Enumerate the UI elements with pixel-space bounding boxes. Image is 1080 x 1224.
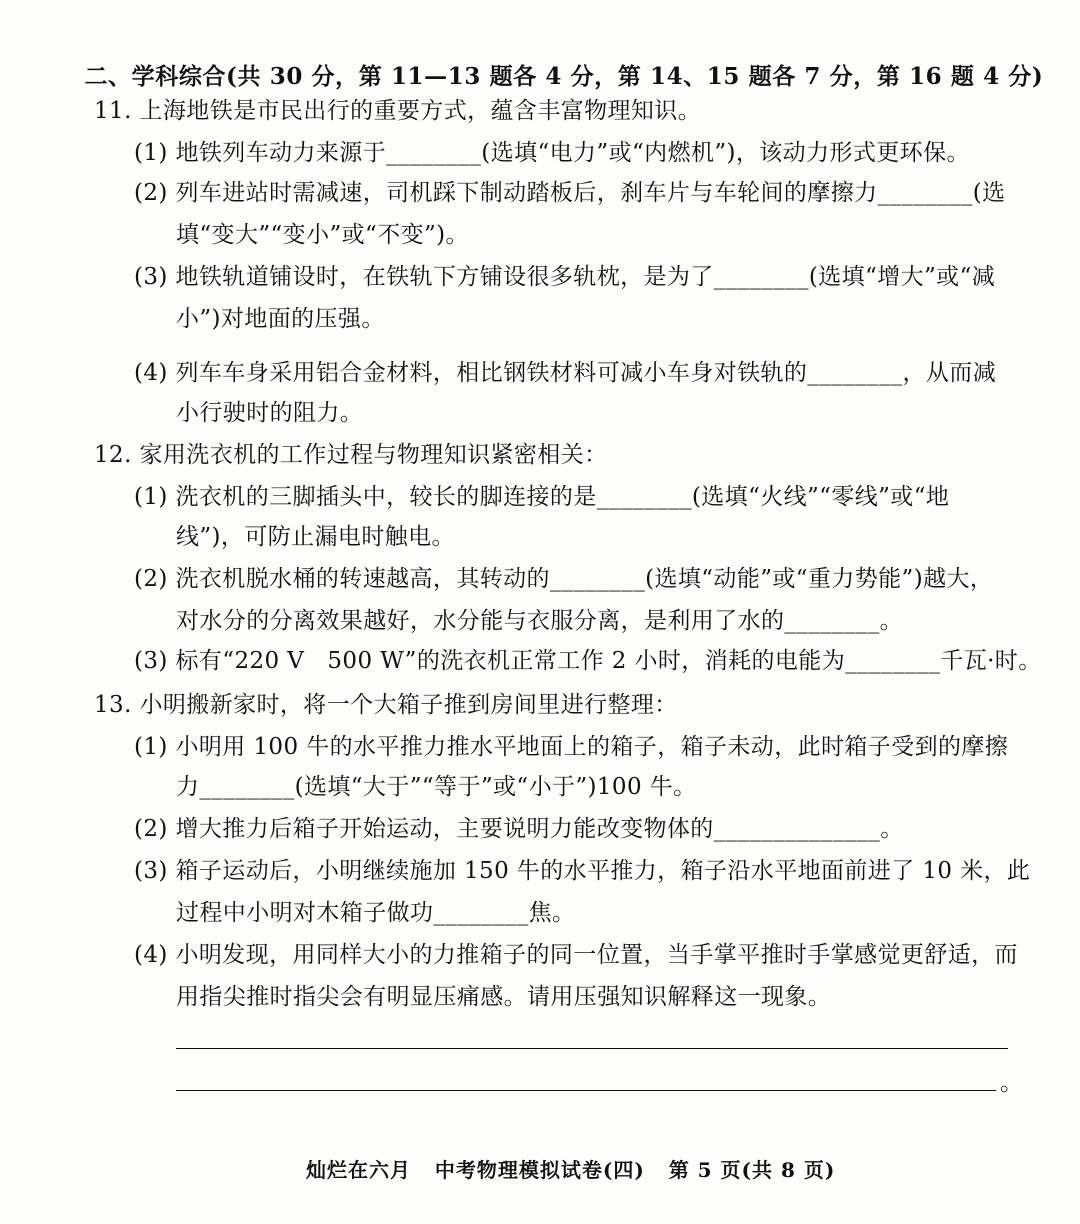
answer-line-1[interactable] <box>176 1048 1008 1049</box>
q13-stem: 13. 小明搬新家时，将一个大箱子推到房间里进行整理： <box>94 692 678 718</box>
q11-part3-line2: 小”)对地面的压强。 <box>176 306 385 332</box>
q13-part1-line2: 力________(选填“大于”“等于”或“小于”)100 牛。 <box>176 774 697 800</box>
q11-part4-line2: 小行驶时的阻力。 <box>176 400 364 426</box>
q11-part2-line1: (2) 列车进站时需减速，司机踩下制动踏板后，刹车片与车轮间的摩擦力________(选 <box>134 180 1006 206</box>
q11-part3-line1: (3) 地铁轨道铺设时，在铁轨下方铺设很多轨枕，是为了________(选填“增大”或“减 <box>134 264 996 290</box>
page-footer: 灿烂在六月 中考物理模拟试卷(四) 第 5 页(共 8 页) <box>306 1158 836 1182</box>
q13-part3-line1: (3) 箱子运动后，小明继续施加 150 牛的水平推力，箱子沿水平地面前进了 10 米，此 <box>134 858 1031 884</box>
q13-part1-line1: (1) 小明用 100 牛的水平推力推水平地面上的箱子，箱子未动，此时箱子受到的摩擦 <box>134 734 1009 760</box>
q12-part1-line2: 线”)，可防止漏电时触电。 <box>176 524 455 550</box>
q13-part4-line1: (4) 小明发现，用同样大小的力推箱子的同一位置，当手掌平推时手掌感觉更舒适，而 <box>134 942 1018 968</box>
q11-stem: 11. 上海地铁是市民出行的重要方式，蕴含丰富物理知识。 <box>94 98 702 124</box>
q12-part2-line2: 对水分的分离效果越好，水分能与衣服分离，是利用了水的________。 <box>176 608 903 634</box>
q11-part4-line1: (4) 列车车身采用铝合金材料，相比钢铁材料可减小车身对铁轨的________，从而减 <box>134 360 997 386</box>
section-scoring: (共 30 分，第 11—13 题各 4 分，第 14、15 题各 7 分，第 16 题 4 分) <box>226 63 1044 90</box>
q13-part2: (2) 增大推力后箱子开始运动，主要说明力能改变物体的______________。 <box>134 816 904 842</box>
q11-part1: (1) 地铁列车动力来源于________(选填“电力”或“内燃机”)，该动力形式更环保。 <box>134 140 970 166</box>
section-title-text: 二、学科综合 <box>84 63 227 90</box>
answer-end-period: 。 <box>1000 1070 1023 1096</box>
q13-part4-line2: 用指尖推时指尖会有明显压痛感。请用压强知识解释这一现象。 <box>176 984 832 1010</box>
q12-stem: 12. 家用洗衣机的工作过程与物理知识紧密相关： <box>94 442 608 468</box>
q13-part3-line2: 过程中小明对木箱子做功________焦。 <box>176 900 576 926</box>
q12-part2-line1: (2) 洗衣机脱水桶的转速越高，其转动的________(选填“动能”或“重力势能”)越大， <box>134 566 994 592</box>
q12-part1-line1: (1) 洗衣机的三脚插头中，较长的脚连接的是________(选填“火线”“零线”或“地 <box>134 484 950 510</box>
q11-part2-line2: 填“变大”“变小”或“不变”)。 <box>176 222 469 248</box>
answer-line-2[interactable] <box>176 1090 996 1091</box>
q12-part3: (3) 标有“220 V 500 W”的洗衣机正常工作 2 小时，消耗的电能为________千瓦·时。 <box>134 648 1042 674</box>
